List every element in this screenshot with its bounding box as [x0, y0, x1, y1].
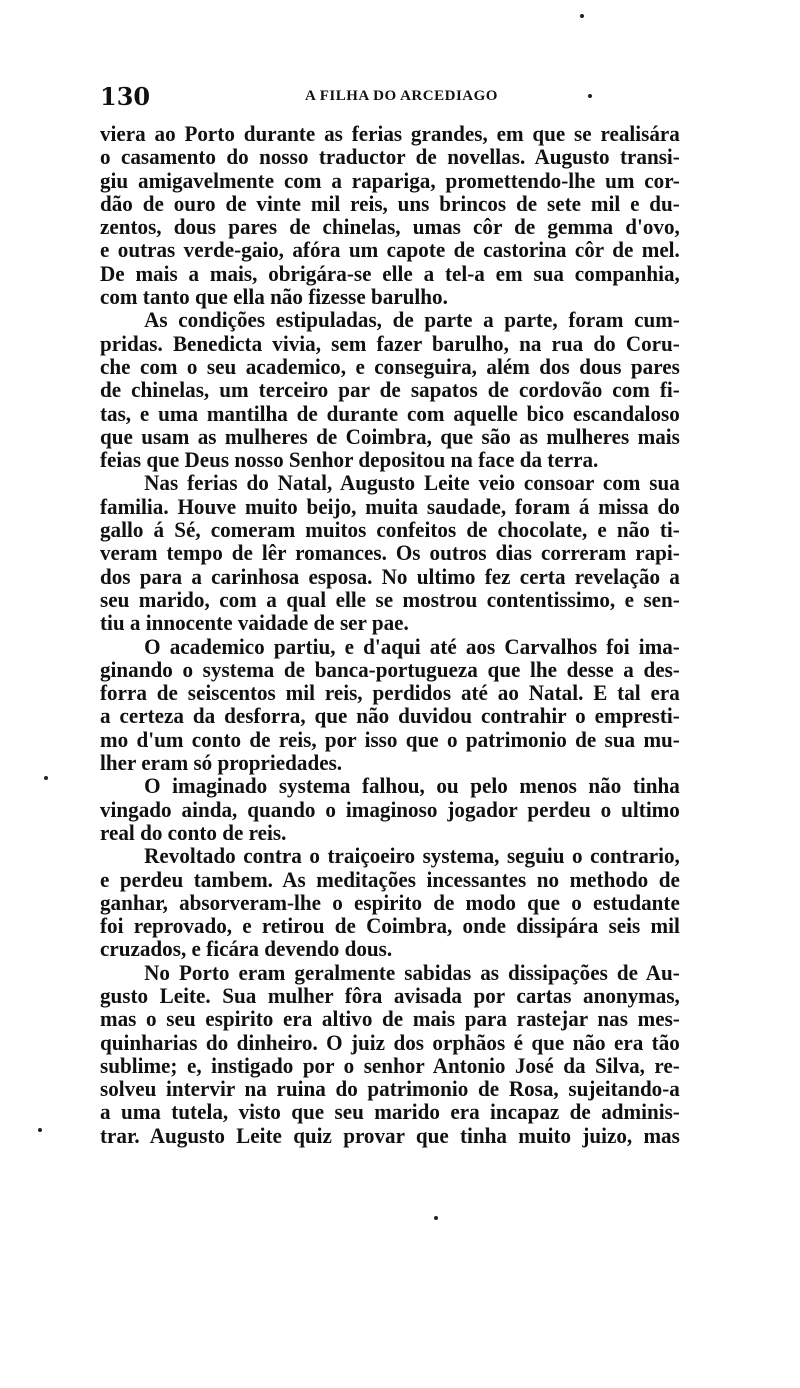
- text-line: vingado ainda, quando o imaginoso jogador perdeu o ultimo: [100, 796, 680, 822]
- text-line: cruzados, e ficára devendo dous.: [100, 936, 393, 962]
- text-line: tiu a innocente vaidade de ser pae.: [100, 610, 409, 636]
- text-line: pridas. Benedicta vivia, sem fazer barulho, na rua do Coru-: [100, 330, 680, 356]
- text-line: gallo á Sé, comeram muitos confeitos de chocolate, e não ti-: [100, 517, 680, 543]
- paragraph: [100, 122, 680, 308]
- print-speck: [580, 14, 584, 18]
- text-line: ganhar, absorveram-lhe o espirito de modo que o estudante: [100, 889, 680, 915]
- paragraph: [100, 635, 680, 775]
- paragraph: [100, 844, 680, 960]
- text-line: giu amigavelmente com a rapariga, promettendo-lhe um cor-: [100, 167, 680, 193]
- text-line: O academico partiu, e d'aqui até aos Carvalhos foi ima-: [144, 633, 680, 659]
- paragraph: [100, 961, 680, 1147]
- text-line: solveu intervir na ruina do patrimonio de Rosa, sujeitando-a: [100, 1076, 680, 1102]
- print-speck: [588, 94, 592, 98]
- text-line: gusto Leite. Sua mulher fôra avisada por cartas anonymas,: [100, 982, 680, 1008]
- text-line: O imaginado systema falhou, ou pelo menos não tinha: [144, 773, 680, 799]
- running-title: A FILHA DO ARCEDIAGO: [305, 88, 498, 104]
- paragraph: [100, 308, 680, 471]
- text-line: feias que Deus nosso Senhor depositou na face da terra.: [100, 447, 599, 473]
- body-text: [100, 122, 680, 1147]
- text-line: Nas ferias do Natal, Augusto Leite veio consoar com sua: [144, 470, 680, 496]
- text-line: a uma tutela, visto que seu marido era incapaz de adminis-: [100, 1099, 680, 1125]
- print-speck: [434, 1216, 438, 1220]
- text-line: che com o seu academico, e conseguira, além dos dous pares: [100, 353, 680, 379]
- text-line: real do conto de reis.: [100, 819, 287, 845]
- text-line: e outras verde-gaio, afóra um capote de castorina côr de mel.: [100, 237, 680, 263]
- text-line: Revoltado contra o traiçoeiro systema, seguiu o contrario,: [144, 843, 680, 869]
- text-line: mas o seu espirito era altivo de mais para rastejar nas mes-: [100, 1006, 680, 1032]
- text-line: o casamento do nosso traductor de novellas. Augusto transi-: [100, 144, 680, 170]
- page-header: [100, 82, 704, 112]
- text-line: De mais a mais, obrigára-se elle a tel-a em sua companhia,: [100, 260, 680, 286]
- paragraph: [100, 774, 680, 844]
- text-line: veram tempo de lêr romances. Os outros dias correram rapi-: [100, 540, 680, 566]
- text-line: lher eram só propriedades.: [100, 750, 343, 776]
- text-line: e perdeu tambem. As meditações incessantes no methodo de: [100, 866, 680, 892]
- text-line: tas, e uma mantilha de durante com aquelle bico escandaloso: [100, 400, 680, 426]
- text-line: familia. Houve muito beijo, muita saudade, foram á missa do: [100, 493, 680, 519]
- page-number: 130: [100, 82, 151, 111]
- text-line: No Porto eram geralmente sabidas as dissipações de Au-: [144, 959, 680, 985]
- text-line: quinharias do dinheiro. O juiz dos orphãos é que não era tão: [100, 1029, 680, 1055]
- text-line: trar. Augusto Leite quiz provar que tinha muito juizo, mas: [100, 1122, 680, 1148]
- print-speck: [44, 776, 48, 780]
- text-line: dão de ouro de vinte mil reis, uns brincos de sete mil e du-: [100, 190, 680, 216]
- text-line: de chinelas, um terceiro par de sapatos de cordovão com fi-: [100, 377, 680, 403]
- text-line: sublime; e, instigado por o senhor Antonio José da Silva, re-: [100, 1052, 680, 1078]
- text-line: ginando o systema de banca-portugueza que lhe desse a des-: [100, 656, 680, 682]
- text-line: seu marido, com a qual elle se mostrou contentissimo, e sen-: [100, 586, 680, 612]
- text-line: a certeza da desforra, que não duvidou contrahir o empresti-: [100, 703, 680, 729]
- text-line: que usam as mulheres de Coimbra, que são as mulheres mais: [100, 423, 680, 449]
- print-speck: [38, 1128, 42, 1132]
- text-line: As condições estipuladas, de parte a parte, foram cum-: [144, 307, 680, 333]
- text-line: mo d'um conto de reis, por isso que o patrimonio de sua mu-: [100, 726, 680, 752]
- paragraph: [100, 471, 680, 634]
- text-line: com tanto que ella não fizesse barulho.: [100, 284, 448, 310]
- text-line: zentos, dous pares de chinelas, umas côr de gemma d'ovo,: [100, 214, 680, 240]
- text-line: forra de seiscentos mil reis, perdidos até ao Natal. E tal era: [100, 680, 680, 706]
- text-line: dos para a carinhosa esposa. No ultimo fez certa revelação a: [100, 563, 680, 589]
- text-line: viera ao Porto durante as ferias grandes, em que se realisára: [100, 121, 680, 146]
- text-line: foi reprovado, e retirou de Coimbra, onde dissipára seis mil: [100, 913, 680, 939]
